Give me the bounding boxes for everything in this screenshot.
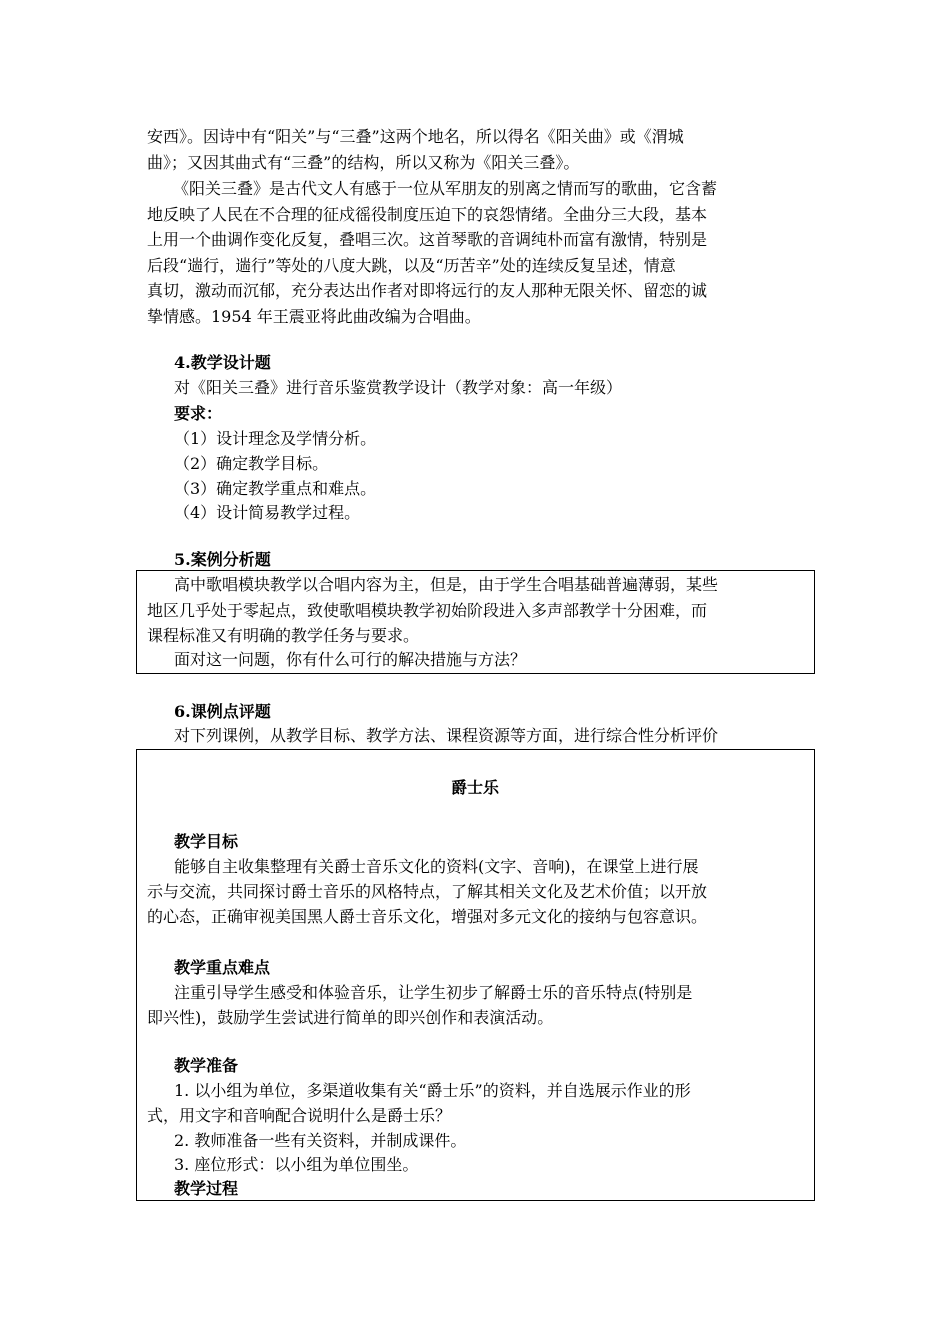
- requirement-item: （1）设计理念及学情分析。: [174, 429, 377, 448]
- case-line: 地区几乎处于零起点，致使歌唱模块教学初始阶段进入多声部教学十分困难，而: [147, 601, 708, 620]
- goal-heading: 教学目标: [174, 832, 239, 851]
- requirement-item: （4）设计简易教学过程。: [174, 503, 361, 522]
- preparation-heading: 教学准备: [174, 1056, 239, 1075]
- intro-line: 《阳关三叠》是古代文人有感于一位从军朋友的别离之情而写的歌曲，它含蓄: [173, 179, 718, 198]
- question-4-description: 对《阳关三叠》进行音乐鉴赏教学设计（教学对象：高一年级）: [174, 378, 623, 397]
- intro-line: 挚情感。1954 年王震亚将此曲改编为合唱曲。: [147, 307, 481, 326]
- intro-line: 曲》；又因其曲式有“三叠”的结构，所以又称为《阳关三叠》。: [147, 153, 580, 172]
- intro-line: 上用一个曲调作变化反复，叠唱三次。这首琴歌的音调纯朴而富有激情，特别是: [147, 230, 708, 249]
- case-line: 高中歌唱模块教学以合唱内容为主，但是，由于学生合唱基础普遍薄弱，某些: [174, 575, 719, 594]
- question-5-title: 5.案例分析题: [174, 550, 271, 569]
- process-heading: 教学过程: [174, 1179, 239, 1198]
- goal-line: 示与交流，共同探讨爵士音乐的风格特点，了解其相关文化及艺术价值；以开放: [147, 882, 708, 901]
- intro-line: 后段“遄行，遄行”等处的八度大跳，以及“历苦辛”处的连续反复呈述，情意: [147, 256, 676, 275]
- case-title: 爵士乐: [450, 778, 499, 797]
- case-line: 课程标准又有明确的教学任务与要求。: [147, 626, 420, 645]
- key-points-line: 注重引导学生感受和体验音乐，让学生初步了解爵士乐的音乐特点(特别是: [174, 983, 693, 1002]
- preparation-line: 式，用文字和音响配合说明什么是爵士乐？: [147, 1106, 452, 1125]
- preparation-line: 1. 以小组为单位，多渠道收集有关“爵士乐”的资料，并自选展示作业的形: [174, 1081, 691, 1100]
- requirements-label: 要求：: [174, 404, 223, 423]
- question-6-description: 对下列课例，从教学目标、教学方法、课程资源等方面，进行综合性分析评价: [174, 726, 719, 745]
- intro-line: 地反映了人民在不合理的征戍徭役制度压迫下的哀怨情绪。全曲分三大段，基本: [147, 205, 708, 224]
- question-6-title: 6.课例点评题: [174, 702, 271, 721]
- goal-line: 能够自主收集整理有关爵士音乐文化的资料(文字、音响)，在课堂上进行展: [174, 857, 699, 876]
- case-line: 面对这一问题，你有什么可行的解决措施与方法？: [174, 650, 527, 669]
- key-points-heading: 教学重点难点: [174, 958, 271, 977]
- preparation-line: 3. 座位形式：以小组为单位围坐。: [174, 1155, 419, 1174]
- requirement-item: （2）确定教学目标。: [174, 454, 329, 473]
- goal-line: 的心态，正确审视美国黑人爵士音乐文化，增强对多元文化的接纳与包容意识。: [147, 907, 708, 926]
- preparation-line: 2. 教师准备一些有关资料，并制成课件。: [174, 1131, 467, 1150]
- intro-line: 安西》。因诗中有“阳关”与“三叠”这两个地名，所以得名《阳关曲》或《渭城: [147, 127, 684, 146]
- requirement-item: （3）确定教学重点和难点。: [174, 479, 377, 498]
- question-4-title: 4.教学设计题: [174, 353, 271, 372]
- intro-line: 真切，激动而沉郁，充分表达出作者对即将远行的友人那种无限关怀、留恋的诚: [147, 281, 708, 300]
- key-points-line: 即兴性)，鼓励学生尝试进行简单的即兴创作和表演活动。: [147, 1008, 554, 1027]
